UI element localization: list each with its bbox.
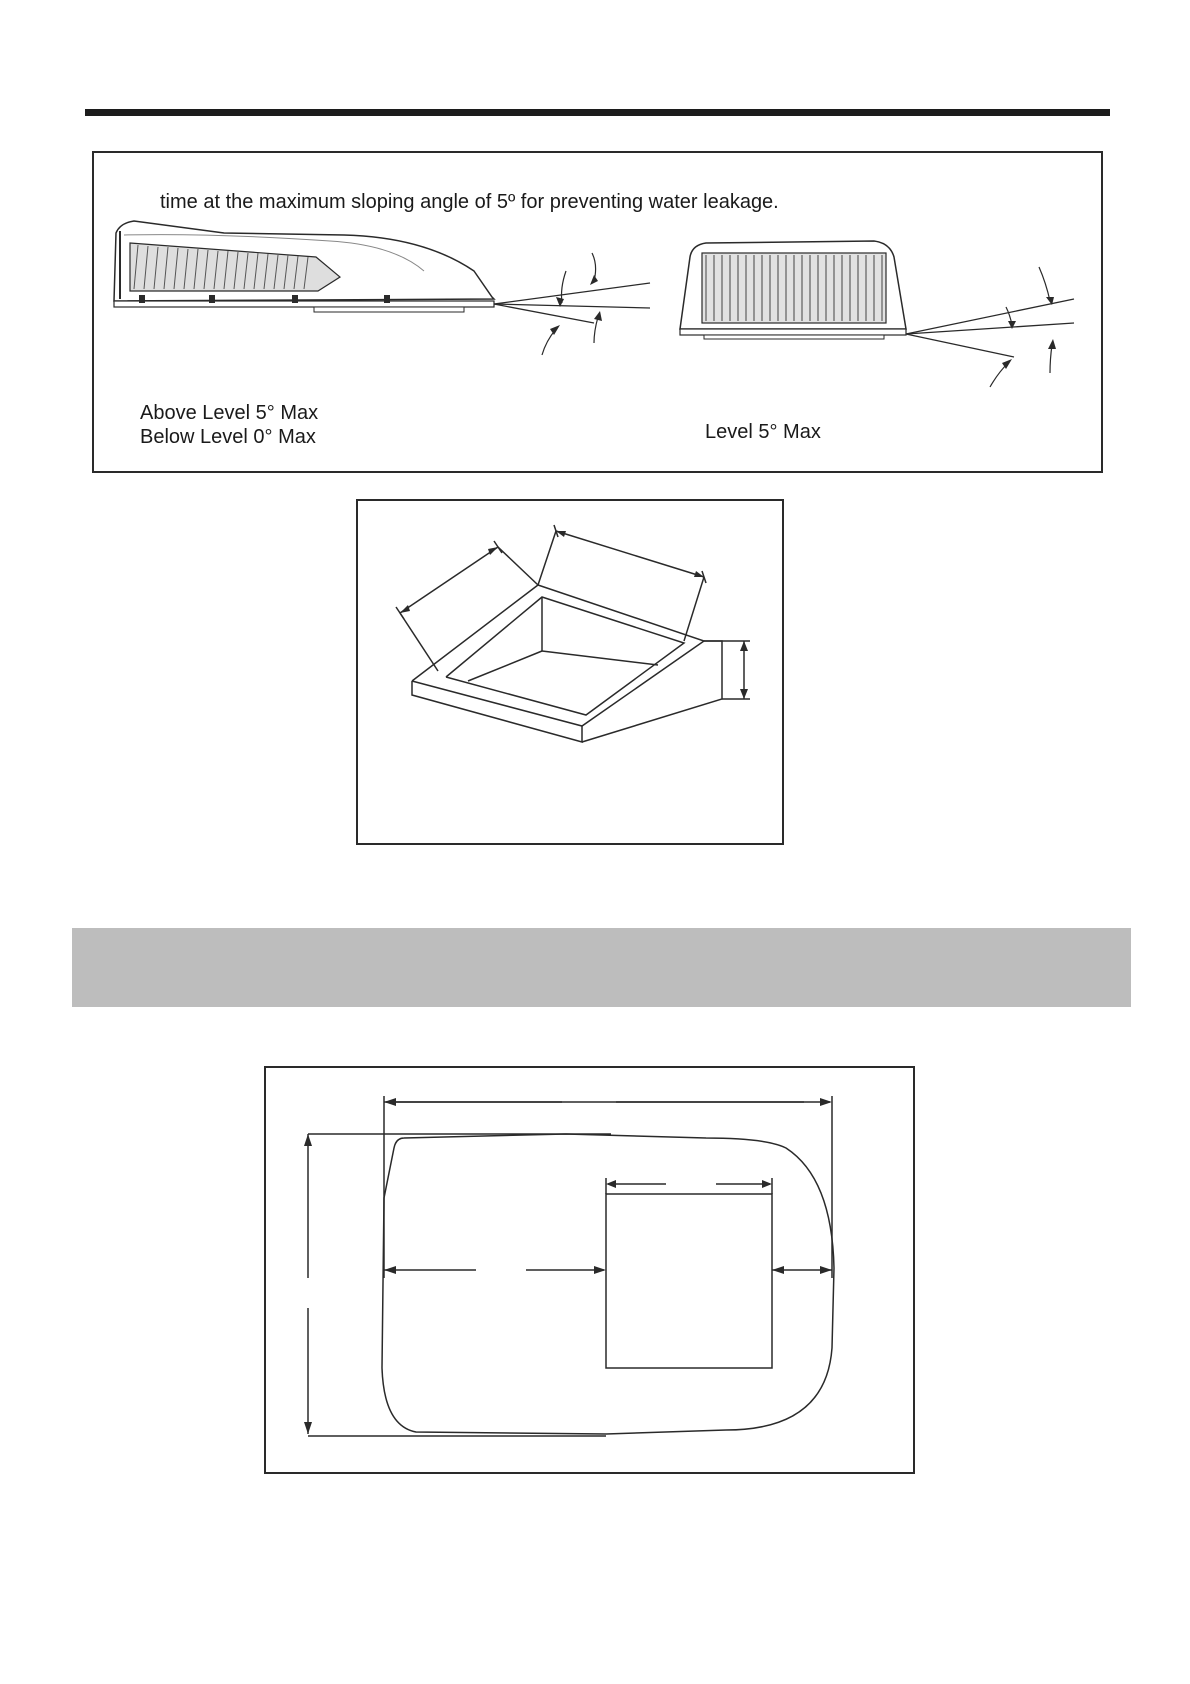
- front-view-label: Level 5° Max: [705, 421, 821, 443]
- roof-outline-dimension-icon: [266, 1068, 913, 1472]
- section-heading-band: [72, 928, 1131, 1007]
- side-view-below-label: Below Level 0° Max: [140, 426, 316, 448]
- slope-note: time at the maximum sloping angle of 5º for preventing water leakage.: [160, 191, 779, 213]
- header-rule: [85, 109, 1110, 116]
- slope-angle-figure: [92, 151, 1103, 473]
- side-view-above-label: Above Level 5° Max: [140, 402, 319, 424]
- roof-layout-figure: [264, 1066, 915, 1474]
- roof-pad-isometric-icon: [358, 501, 782, 843]
- ac-front-view-icon: [94, 153, 1101, 471]
- roof-pad-figure: [356, 499, 784, 845]
